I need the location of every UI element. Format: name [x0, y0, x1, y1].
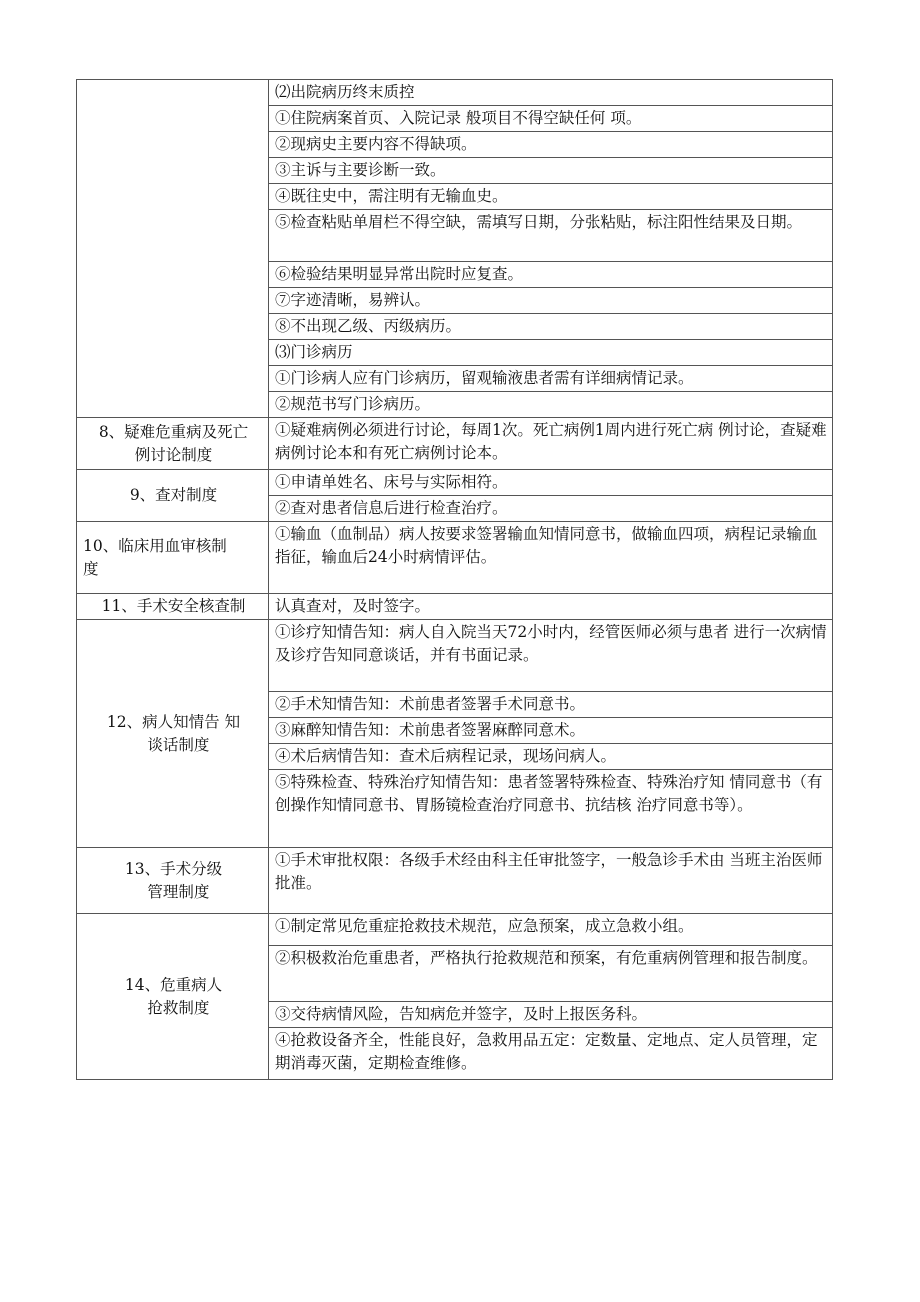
item-cell: ①输血（血制品）病人按要求签署输血知情同意书，做输血四项，病程记录输血指征，输血后24小时病情评估。	[269, 522, 833, 594]
item-cell: ⑤特殊检查、特殊治疗知情告知：患者签署特殊检查、特殊治疗知 情同意书（有创操作知情同意书、胃肠镜检查治疗同意书、抗结核 治疗同意书等）。	[269, 770, 833, 848]
table-row	[77, 848, 833, 914]
item-cell: ④术后病情告知：查术后病程记录，现场问病人。	[269, 744, 833, 770]
table-row	[77, 418, 833, 470]
item-cell: ①申请单姓名、床号与实际相符。	[269, 470, 833, 496]
item-cell: 认真查对，及时签字。	[269, 594, 833, 620]
item-cell: ①门诊病人应有门诊病历，留观输液患者需有详细病情记录。	[269, 366, 833, 392]
item-cell: ②规范书写门诊病历。	[269, 392, 833, 418]
row-label-cell	[77, 80, 269, 418]
item-cell: ⑶门诊病历	[269, 340, 833, 366]
item-cell: ①诊疗知情告知：病人自入院当天72小时内，经管医师必须与患者 进行一次病情及诊疗告知同意谈话，并有书面记录。	[269, 620, 833, 692]
item-cell: ②手术知情告知：术前患者签署手术同意书。	[269, 692, 833, 718]
row-label-cell: 10、临床用血审核制 度	[77, 522, 269, 594]
item-cell: ①制定常见危重症抢救技术规范，应急预案，成立急救小组。	[269, 914, 833, 946]
item-cell: ③主诉与主要诊断一致。	[269, 158, 833, 184]
item-cell: ①手术审批权限：各级手术经由科主任审批签字，一般急诊手术由 当班主治医师批准。	[269, 848, 833, 914]
item-cell: ⑤检查粘贴单眉栏不得空缺，需填写日期，分张粘贴，标注阳性结果及日期。	[269, 210, 833, 262]
table-row	[77, 594, 833, 620]
item-cell: ②现病史主要内容不得缺项。	[269, 132, 833, 158]
table-row	[77, 80, 833, 106]
item-cell: ③麻醉知情告知：术前患者签署麻醉同意术。	[269, 718, 833, 744]
item-cell: ⑵出院病历终末质控	[269, 80, 833, 106]
item-cell: ④既往史中，需注明有无输血史。	[269, 184, 833, 210]
item-cell: ③交待病情风险，告知病危并签字，及时上报医务科。	[269, 1002, 833, 1028]
item-cell: ⑦字迹清晰，易辨认。	[269, 288, 833, 314]
item-cell: ①疑难病例必须进行讨论，每周1次。死亡病例1周内进行死亡病 例讨论，查疑难病例讨论本和有死亡病例讨论本。	[269, 418, 833, 470]
item-cell: ④抢救设备齐全，性能良好，急救用品五定：定数量、定地点、定人员管理，定期消毒灭菌，定期检查维修。	[269, 1028, 833, 1080]
item-cell: ⑧不出现乙级、丙级病历。	[269, 314, 833, 340]
table-row	[77, 522, 833, 594]
row-label-cell: 11、手术安全核查制	[77, 594, 269, 620]
row-label-cell: 12、病人知情告 知 谈话制度	[77, 620, 269, 848]
row-label-cell: 14、危重病人 抢救制度	[77, 914, 269, 1080]
table-row	[77, 470, 833, 496]
table-row	[77, 914, 833, 946]
row-label-cell: 8、疑难危重病及死亡 例讨论制度	[77, 418, 269, 470]
system-table	[76, 79, 833, 1080]
item-cell: ②查对患者信息后进行检查治疗。	[269, 496, 833, 522]
row-label-cell: 9、查对制度	[77, 470, 269, 522]
item-cell: ⑥检验结果明显异常出院时应复查。	[269, 262, 833, 288]
row-label-cell: 13、手术分级 管理制度	[77, 848, 269, 914]
item-cell: ①住院病案首页、入院记录 般项目不得空缺任何 项。	[269, 106, 833, 132]
table-row	[77, 620, 833, 692]
item-cell: ②积极救治危重患者，严格执行抢救规范和预案，有危重病例管理和报告制度。	[269, 946, 833, 1002]
